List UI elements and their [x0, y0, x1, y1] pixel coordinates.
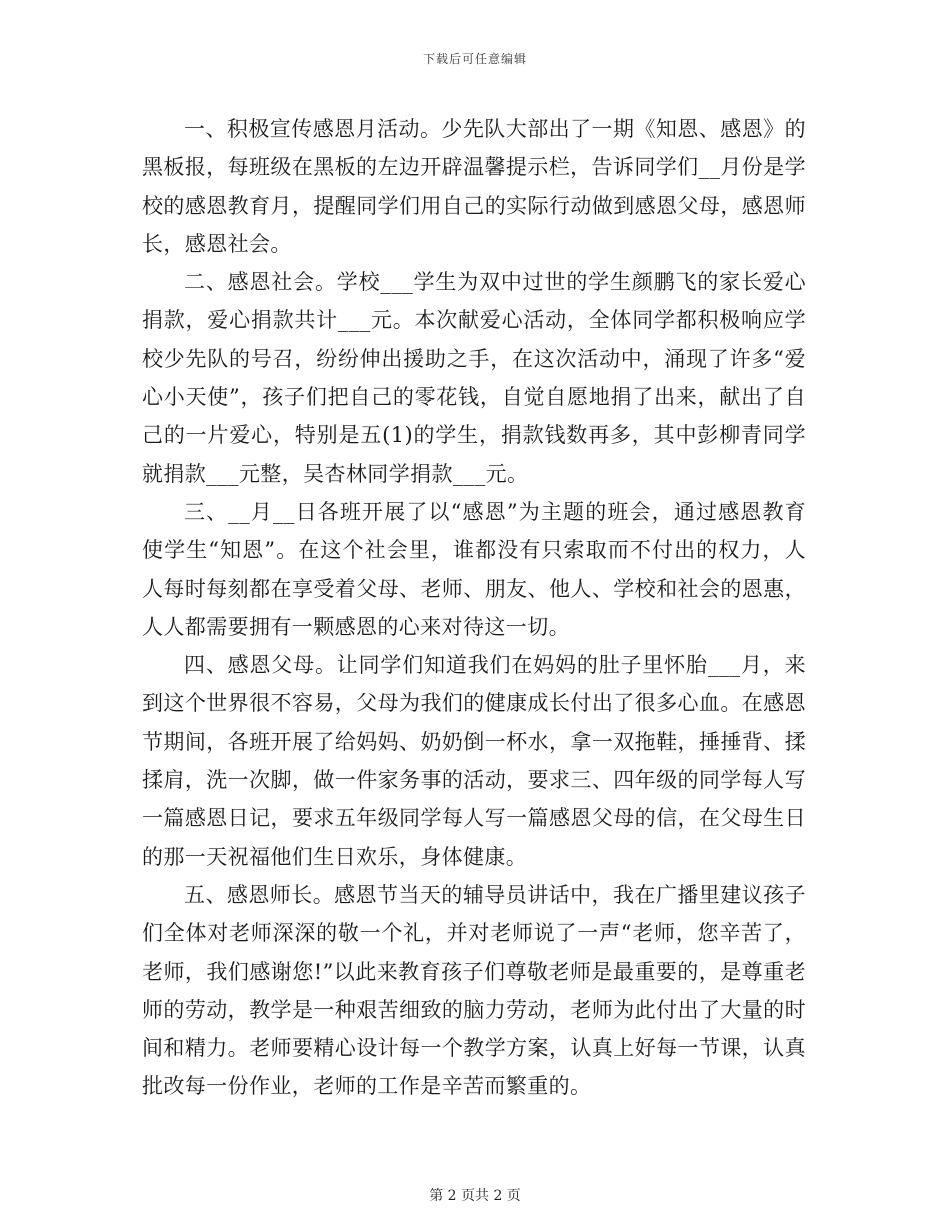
paragraph-2: 二、感恩社会。学校___学生为双中过世的学生颜鹏飞的家长爱心捐款，爱心捐款共计___元。本次献爱心活动，全体同学都积极响应学校少先队的号召，纷纷伸出援助之手，在这次活动中，涌现了许多“爱心小天使”，孩子们把自己的零花钱，自觉自愿地捐了出来，献出了自己的一片爱心，特别是五(1)的学生，捐款钱数再多，其中彭柳青同学就捐款___元整，吴杏林同学捐款___元。 — [142, 270, 806, 486]
paragraph-1: 一、积极宣传感恩月活动。少先队大部出了一期《知恩、感恩》的黑板报，每班级在黑板的左边开辟温馨提示栏，告诉同学们__月份是学校的感恩教育月，提醒同学们用自己的实际行动做到感恩父母，感恩师长，感恩社会。 — [142, 117, 806, 256]
paragraph-5: 五、感恩师长。感恩节当天的辅导员讲话中，我在广播里建议孩子们全体对老师深深的敬一个礼，并对老师说了一声“老师，您辛苦了，老师，我们感谢您!”以此来教育孩子们尊敬老师是最重要的，是尊重老师的劳动，教学是一种艰苦细致的脑力劳动，老师为此付出了大量的时间和精力。老师要精心设计每一个教学方案，认真上好每一节课，认真批改每一份作业，老师的工作是辛苦而繁重的。 — [142, 882, 806, 1099]
paragraph-4: 四、感恩父母。让同学们知道我们在妈妈的肚子里怀胎___月，来到这个世界很不容易，父母为我们的健康成长付出了很多心血。在感恩节期间，各班开展了给妈妈、奶奶倒一杯水，拿一双拖鞋，捶捶背、揉揉肩，洗一次脚，做一件家务事的活动，要求三、四年级的同学每人写一篇感恩日记，要求五年级同学每人写一篇感恩父母的信，在父母生日的那一天祝福他们生日欢乐，身体健康。 — [142, 653, 806, 869]
page-header-note: 下载后可任意编辑 — [422, 52, 527, 66]
document-body — [142, 110, 806, 1106]
paragraph-3: 三、__月__日各班开展了以“感恩”为主题的班会，通过感恩教育使学生“知恩”。在这个社会里，谁都没有只索取而不付出的权力，人人每时每刻都在享受着父母、老师、朋友、他人、学校和社会的恩惠，人人都需要拥有一颗感恩的心来对待这一切。 — [142, 499, 806, 639]
page-number-footer: 第 2 页共 2 页 — [429, 1188, 521, 1204]
